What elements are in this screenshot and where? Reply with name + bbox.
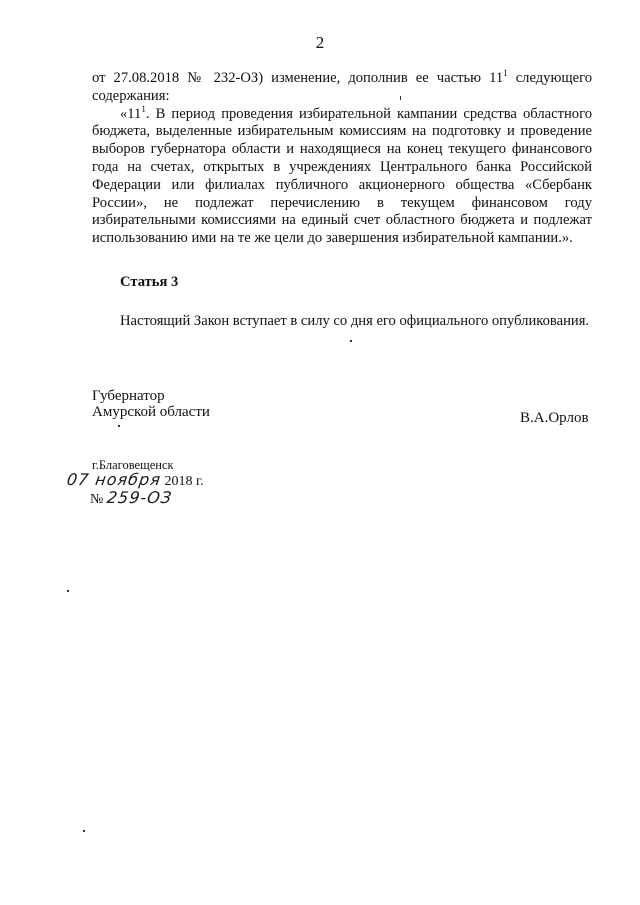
quote-text: . В период проведения избирательной кампании средства областного бюджета, выделенные избирательным комиссиям на подготовку и проведение выборов губернатора области и находящиеся на конец текущего финансового года на счетах, открытых в учреждениях Центрального банка Российской Федерации или филиалах публичного акционерного общества «Сбербанк России», не подлежат перечислению в текущем финансовом году избирательными комиссиями на единый счет областного бюджета и подлежат использованию ими на те же цели до завершения избирательной кампании.». [92, 105, 592, 247]
amendment-text [92, 70, 592, 248]
signatory-title-line1: Губернатор [92, 388, 165, 404]
signing-date [67, 470, 204, 490]
handwritten-date: 07 ноября [65, 470, 163, 489]
date-year: 2018 г. [164, 474, 204, 489]
signatory-title [92, 388, 210, 420]
page-number: 2 [315, 33, 325, 52]
article-heading: Статья 3 [120, 274, 179, 290]
scan-speck [83, 830, 85, 832]
amendment-intro-superscript: 1 [503, 68, 508, 78]
article-text: Настоящий Закон вступает в силу со дня его официального опубликования. [120, 313, 590, 329]
law-number [90, 488, 172, 508]
signatory-name: В.А.Орлов [520, 410, 589, 426]
quote-start: «11 [120, 105, 142, 122]
scan-speck [350, 340, 352, 342]
signatory-title-line2: Амурской области [92, 404, 210, 420]
amendment-quote [92, 103, 592, 248]
scan-speck [118, 425, 120, 427]
number-prefix: № [90, 492, 104, 507]
amendment-intro-end: следующего [507, 70, 592, 86]
signing-place: г.Благовещенск [92, 458, 174, 472]
scan-speck [400, 96, 401, 100]
scan-speck [67, 590, 69, 592]
quote-superscript: 1 [141, 103, 146, 114]
handwritten-number: 259-ОЗ [105, 488, 174, 507]
amendment-intro [92, 70, 592, 88]
amendment-intro-line2: содержания: [92, 87, 170, 104]
amendment-intro-text: от 27.08.2018 № 232-ОЗ) изменение, дополнив ее частью 11 [92, 70, 504, 86]
